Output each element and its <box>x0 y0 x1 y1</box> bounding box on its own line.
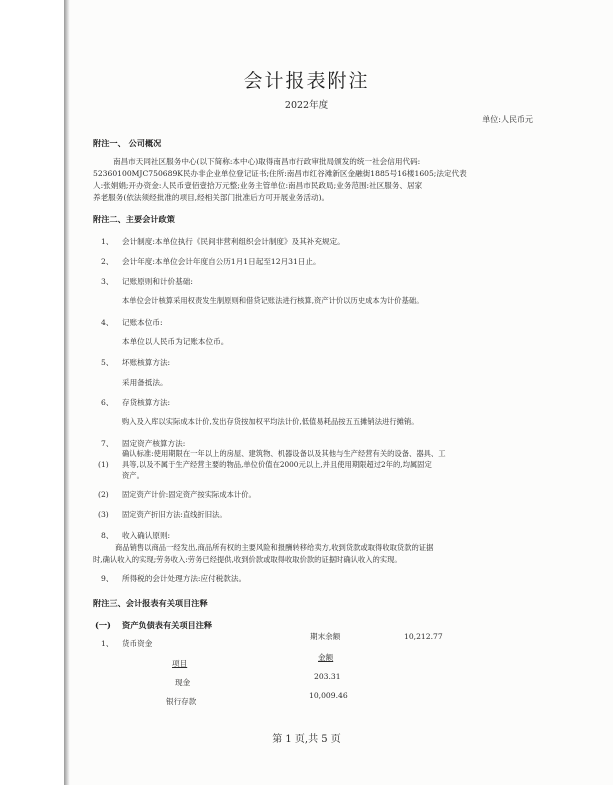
table-row-cash-name: 现金 <box>175 678 191 687</box>
table-row-cash-amount: 203.31 <box>314 672 341 681</box>
policy-7-3-number: (3) <box>98 510 109 519</box>
table-row-bank-amount: 10,009.46 <box>309 691 348 700</box>
subsection-number: (一) <box>95 620 111 630</box>
policy-1-text: 会计制度:本单位执行《民间非营利组织会计制度》及其补充规定。 <box>122 237 345 246</box>
policy-2-text: 会计年度:本单位会计年度自公历1月1日起至12月31日止。 <box>122 257 321 266</box>
policy-2-number: 2、 <box>101 257 114 266</box>
policy-7-1-line-3: 资产。 <box>122 471 144 480</box>
policy-4-detail: 本单位以人民币为记账本位币。 <box>122 337 229 346</box>
table-header-item: 项目 <box>172 659 188 668</box>
page-number: 第 1 页,共 5 页 <box>272 734 341 745</box>
policy-7-3-text: 固定资产折旧方法:直线折旧法。 <box>122 510 227 519</box>
policy-8-number: 8、 <box>101 531 114 540</box>
table-header-amount: 金额 <box>318 653 334 662</box>
policy-1-number: 1、 <box>101 237 114 246</box>
policy-5-number: 5、 <box>101 358 114 367</box>
policy-9-number: 9、 <box>101 574 114 583</box>
section-3-heading: 附注三、会计报表有关项目注释 <box>93 598 208 608</box>
policy-7-1-line-2: 具等,以及不属于生产经营主要的物品,单位价值在2000元以上,并且使用期限超过2年的,均属固定 <box>122 460 432 469</box>
currency-unit: 单位:人民币元 <box>482 115 533 124</box>
policy-6-number: 6、 <box>101 398 114 407</box>
policy-9-text: 所得税的会计处理方法:应付税款法。 <box>122 574 247 583</box>
ending-balance-value: 10,212.77 <box>404 632 443 641</box>
subsection-heading: 资产负债表有关项目注释 <box>122 620 213 630</box>
fiscal-year: 2022年度 <box>284 100 329 111</box>
policy-3-detail: 本单位会计核算采用权责发生制原则和借贷记账法进行核算,资产计价以历史成本为计价基础。 <box>122 296 424 305</box>
policy-4-text: 记账本位币: <box>122 318 163 327</box>
table-row-bank-name: 银行存款 <box>166 697 197 706</box>
item-name: 货币资金 <box>122 639 153 648</box>
section-1-heading: 附注一、 公司概况 <box>93 138 162 148</box>
policy-3-text: 记账原则和计价基础: <box>122 277 193 286</box>
policy-7-2-text: 固定资产计价:固定资产按实际成本计价。 <box>122 490 256 499</box>
policy-8-line-2: 时,确认收入的实现;劳务收入:劳务已经提供,收到价款或取得收取价款的证据时确认收入的实现。 <box>93 555 402 564</box>
policy-7-text: 固定资产核算方法: <box>122 439 186 448</box>
policy-8-line-1: 商品销售以商品一经发出,商品所有权的主要风险和报酬转移给卖方,收到货款或取得收取货款的证据 <box>115 543 434 552</box>
policy-5-detail: 采用备抵法。 <box>122 378 168 387</box>
overview-line-4: 养老服务(依法须经批准的项目,经相关部门批准后方可开展业务活动)。 <box>93 193 330 202</box>
ending-balance-label: 期末余额 <box>310 632 341 641</box>
policy-7-2-number: (2) <box>98 490 109 499</box>
policy-4-number: 4、 <box>101 318 114 327</box>
document-title: 会计报表附注 <box>243 70 370 92</box>
policy-6-detail: 购入及入库以实际成本计价,发出存货按加权平均法计价,低值易耗品按五五摊销法进行摊销。 <box>122 417 419 426</box>
section-2-heading: 附注二、主要会计政策 <box>93 214 175 224</box>
policy-8-text: 收入确认原则: <box>122 531 171 540</box>
policy-7-1-line-1: 确认标准:使用期限在一年以上的房屋、建筑物、机器设备以及其他与生产经营有关的设备、器具、工 <box>122 449 446 458</box>
policy-3-number: 3、 <box>101 277 114 286</box>
policy-7-number: 7、 <box>101 439 114 448</box>
policy-7-1-number: (1) <box>98 460 109 469</box>
policy-6-text: 存货核算方法: <box>122 398 171 407</box>
overview-line-2: 52360100MJC750689K民办非企业单位登记证书;住所:南昌市红谷滩新区金融街1885号16楼1605;法定代表 <box>93 169 467 178</box>
overview-line-3: 人:张娟娟;开办资金:人民币壹佰壹拾万元整;业务主管单位:南昌市民政局;业务范围:社区服务、居家 <box>93 181 423 190</box>
item-number: 1、 <box>101 639 114 648</box>
overview-line-1: 南昌市天同社区服务中心(以下简称:本中心)取得南昌市行政审批局颁发的统一社会信用代码: <box>113 157 421 166</box>
policy-5-text: 坏账核算方法: <box>122 358 171 367</box>
